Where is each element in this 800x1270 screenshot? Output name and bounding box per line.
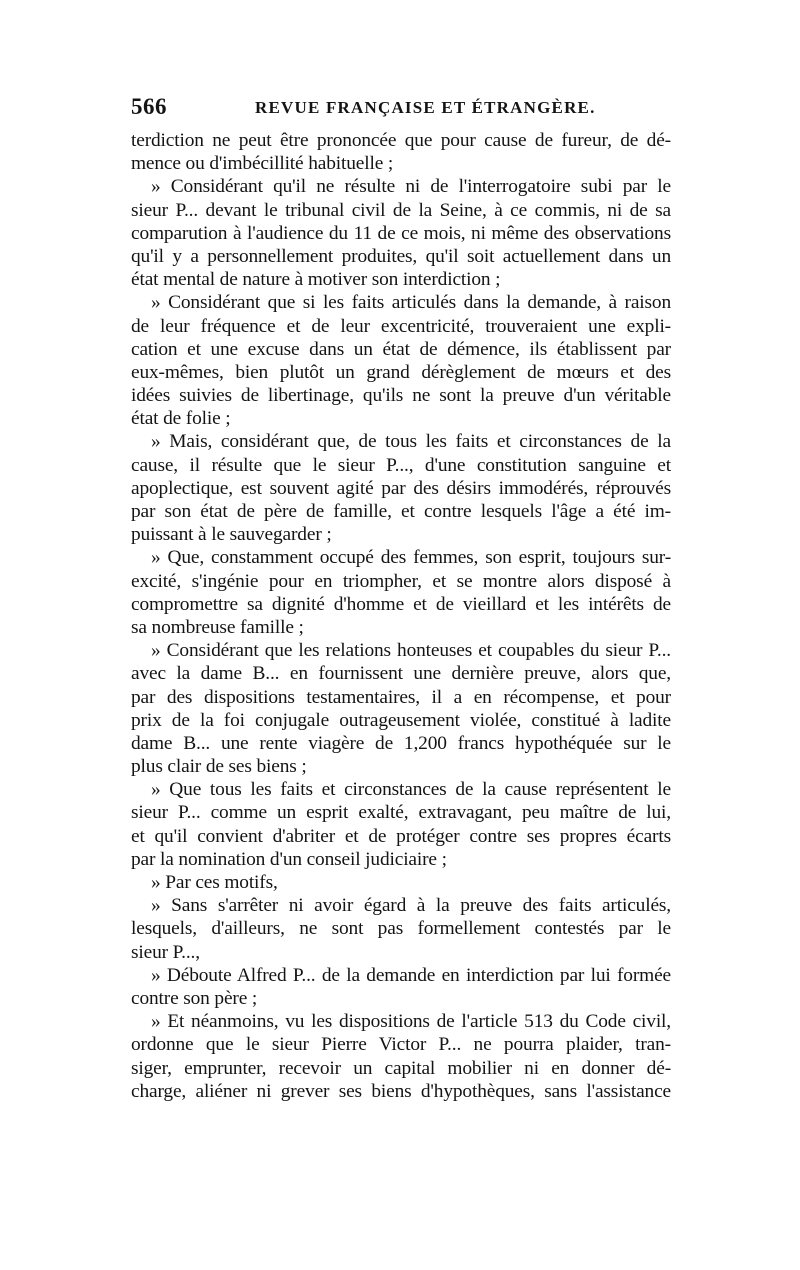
page-number: 566: [131, 94, 167, 119]
body-text: [131, 129, 671, 1103]
page-header: [131, 94, 671, 124]
text-line: état de folie ;: [131, 408, 231, 430]
running-title: REVUE FRANÇAISE ET ÉTRANGÈRE.: [255, 98, 596, 117]
text-line: qu'il y a personnellement produites, qu'il soit actuellement dans un: [131, 245, 671, 267]
text-line: état mental de nature à motiver son interdiction ;: [131, 269, 501, 291]
text-line: plus clair de ses biens ;: [131, 756, 307, 778]
text-line: par des dispositions testamentaires, il a en récompense, et pour: [131, 686, 671, 708]
text-line: lesquels, d'ailleurs, ne sont pas formellement contestés par le: [131, 918, 671, 940]
text-line: puissant à le sauvegarder ;: [131, 524, 332, 546]
text-line: de leur fréquence et de leur excentricité, trouveraient une expli-: [131, 315, 671, 337]
text-line: » Et néanmoins, vu les dispositions de l'article 513 du Code civil,: [151, 1011, 671, 1033]
text-line: ordonne que le sieur Pierre Victor P... ne pourra plaider, tran-: [131, 1034, 671, 1056]
text-line: » Déboute Alfred P... de la demande en interdiction par lui formée: [151, 964, 671, 986]
text-line: apoplectique, est souvent agité par des désirs immodérés, réprouvés: [131, 477, 671, 499]
text-line: » Considérant que les relations honteuses et coupables du sieur P...: [151, 640, 671, 662]
text-line: par la nomination d'un conseil judiciaire ;: [131, 848, 447, 870]
text-line: » Que tous les faits et circonstances de la cause représentent le: [151, 779, 671, 801]
text-line: » Considérant qu'il ne résulte ni de l'interrogatoire subi par le: [151, 176, 671, 198]
text-line: avec la dame B... en fournissent une dernière preuve, alors que,: [131, 663, 671, 685]
text-line: » Par ces motifs,: [151, 872, 278, 893]
text-line: cause, il résulte que le sieur P..., d'une constitution sanguine et: [131, 454, 671, 476]
text-line: siger, emprunter, recevoir un capital mobilier ni en donner dé-: [131, 1057, 671, 1079]
text-line: et qu'il convient d'abriter et de protéger contre ses propres écarts: [131, 825, 671, 847]
text-line: excité, s'ingénie pour en triompher, et se montre alors disposé à: [131, 570, 671, 592]
text-line: sieur P... comme un esprit exalté, extravagant, peu maître de lui,: [131, 802, 671, 824]
text-line: terdiction ne peut être prononcée que pour cause de fureur, de dé-: [131, 130, 671, 151]
text-line: prix de la foi conjugale outrageusement violée, constitué à ladite: [131, 709, 671, 731]
text-line: sieur P... devant le tribunal civil de la Seine, à ce commis, ni de sa: [131, 199, 671, 221]
text-line: » Que, constamment occupé des femmes, son esprit, toujours sur-: [151, 547, 671, 569]
text-line: sieur P...,: [131, 941, 200, 963]
text-line: sa nombreuse famille ;: [131, 616, 304, 638]
text-line: cation et une excuse dans un état de démence, ils établissent par: [131, 338, 671, 360]
text-line: compromettre sa dignité d'homme et de vieillard et les intérêts de: [131, 593, 671, 615]
text-line: eux-mêmes, bien plutôt un grand dérèglement de mœurs et des: [131, 361, 671, 383]
text-line: idées suivies de libertinage, qu'ils ne sont la preuve d'un véritable: [131, 385, 671, 407]
text-line: contre son père ;: [131, 987, 258, 1009]
text-line: » Sans s'arrêter ni avoir égard à la preuve des faits articulés,: [151, 895, 671, 917]
text-line: » Considérant que si les faits articulés dans la demande, à raison: [151, 292, 671, 314]
text-line: » Mais, considérant que, de tous les faits et circonstances de la: [151, 431, 671, 453]
text-line: charge, aliéner ni grever ses biens d'hypothèques, sans l'assistance: [131, 1080, 671, 1102]
text-line: par son état de père de famille, et contre lesquels l'âge a été im-: [131, 501, 671, 522]
text-line: dame B... une rente viagère de 1,200 francs hypothéquée sur le: [131, 732, 671, 754]
text-line: comparution à l'audience du 11 de ce mois, ni même des observations: [131, 222, 671, 244]
text-line: mence ou d'imbécillité habituelle ;: [131, 153, 394, 175]
